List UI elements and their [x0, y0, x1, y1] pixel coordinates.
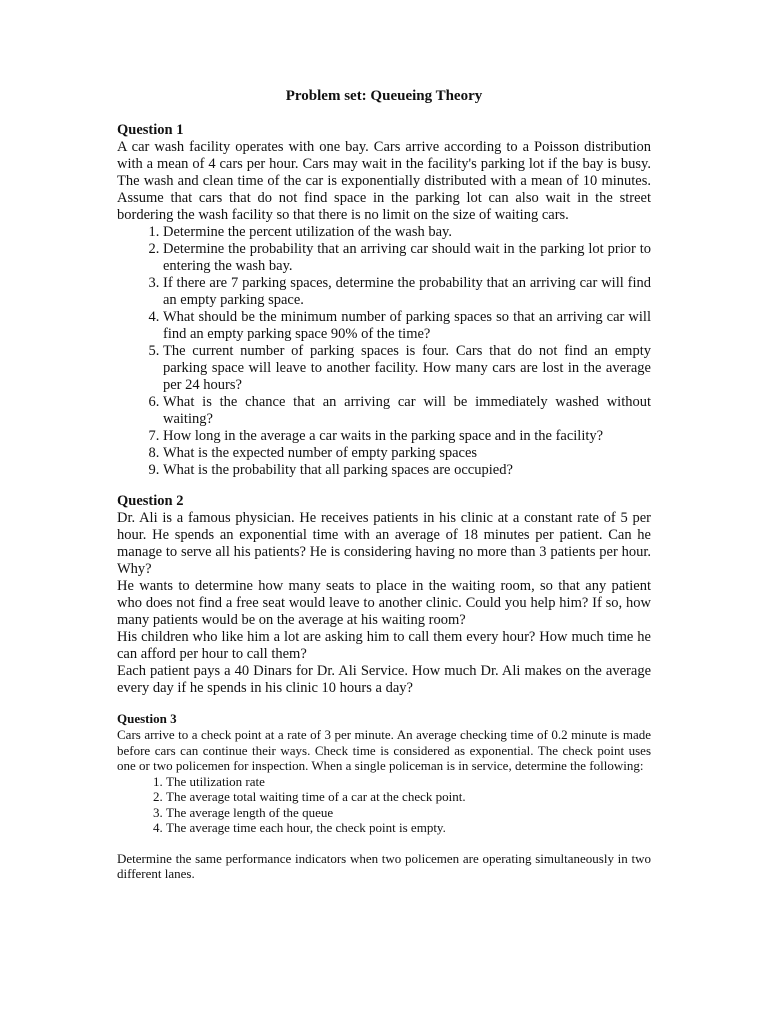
list-item: 6. What is the chance that an arriving car will be immediately washed without waiting? [163, 394, 651, 428]
list-item: 3. If there are 7 parking spaces, determine the probability that an arriving car will find an empty parking space. [163, 275, 651, 309]
question-2 [117, 493, 651, 697]
list-item: 8. What is the expected number of empty parking spaces [163, 445, 651, 462]
document-content [117, 86, 651, 882]
question-2-paragraph: His children who like him a lot are asking him to call them every hour? How much time he can afford per hour to call them? [117, 629, 651, 662]
question-2-paragraph: He wants to determine how many seats to place in the waiting room, so that any patient who does not find a free seat would leave to another clinic. Could you help him? If so, how many patients would be on the average at his waiting room? [117, 578, 651, 628]
list-item: 1. The utilization rate [166, 774, 651, 790]
list-item: 5. The current number of parking spaces is four. Cars that do not find an empty parking space will leave to another facility. How many cars are lost in the average per 24 hours? [163, 343, 651, 394]
list-item: 9. What is the probability that all parking spaces are occupied? [163, 462, 651, 479]
list-item: 7. How long in the average a car waits in the parking space and in the facility? [163, 428, 651, 445]
question-1-list [117, 224, 651, 479]
question-2-paragraph: Dr. Ali is a famous physician. He receives patients in his clinic at a constant rate of 5 per hour. He spends an exponential time with an average of 18 minutes per patient. Can he manage to serve all his patients? He is considering having no more than 3 patients per hour. Why? [117, 510, 651, 577]
question-1-intro: A car wash facility operates with one bay. Cars arrive according to a Poisson distribution with a mean of 4 cars per hour. Cars may wait in the facility's parking lot if the bay is busy. The wash and clean time of the car is exponentially distributed with a mean of 10 minutes. Assume that cars that do not find space in the parking lot can also wait in the street bordering the wash facility so that there is no limit on the size of waiting cars. [117, 139, 651, 223]
list-item: 3. The average length of the queue [166, 805, 651, 821]
list-item: 2. The average total waiting time of a car at the check point. [166, 789, 651, 805]
page-title: Problem set: Queueing Theory [285, 88, 483, 104]
section-spacer [117, 697, 651, 711]
question-2-heading: Question 2 [117, 493, 184, 509]
question-1-heading: Question 1 [117, 122, 184, 138]
section-spacer [117, 479, 651, 493]
list-item: 4. The average time each hour, the check point is empty. [166, 820, 651, 836]
question-3 [117, 711, 651, 882]
question-3-closing: Determine the same performance indicators when two policemen are operating simultaneously in two different lanes. [117, 850, 651, 881]
section-spacer [117, 836, 651, 851]
list-item: 4. What should be the minimum number of parking spaces so that an arriving car will find an empty parking space 90% of the time? [163, 309, 651, 343]
list-item: 1. Determine the percent utilization of the wash bay. [163, 224, 651, 241]
question-3-heading: Question 3 [117, 711, 177, 726]
question-3-list [117, 774, 651, 836]
question-1 [117, 122, 651, 479]
question-2-paragraph: Each patient pays a 40 Dinars for Dr. Ali Service. How much Dr. Ali makes on the average every day if he spends in his clinic 10 hours a day? [117, 663, 651, 696]
list-item: 2. Determine the probability that an arriving car should wait in the parking lot prior to entering the wash bay. [163, 241, 651, 275]
question-3-intro: Cars arrive to a check point at a rate of 3 per minute. An average checking time of 0.2 minute is made before cars can continue their ways. Check time is considered as exponential. The check point uses one or two policemen for inspection. When a single policeman is in service, determine the following: [117, 727, 651, 773]
